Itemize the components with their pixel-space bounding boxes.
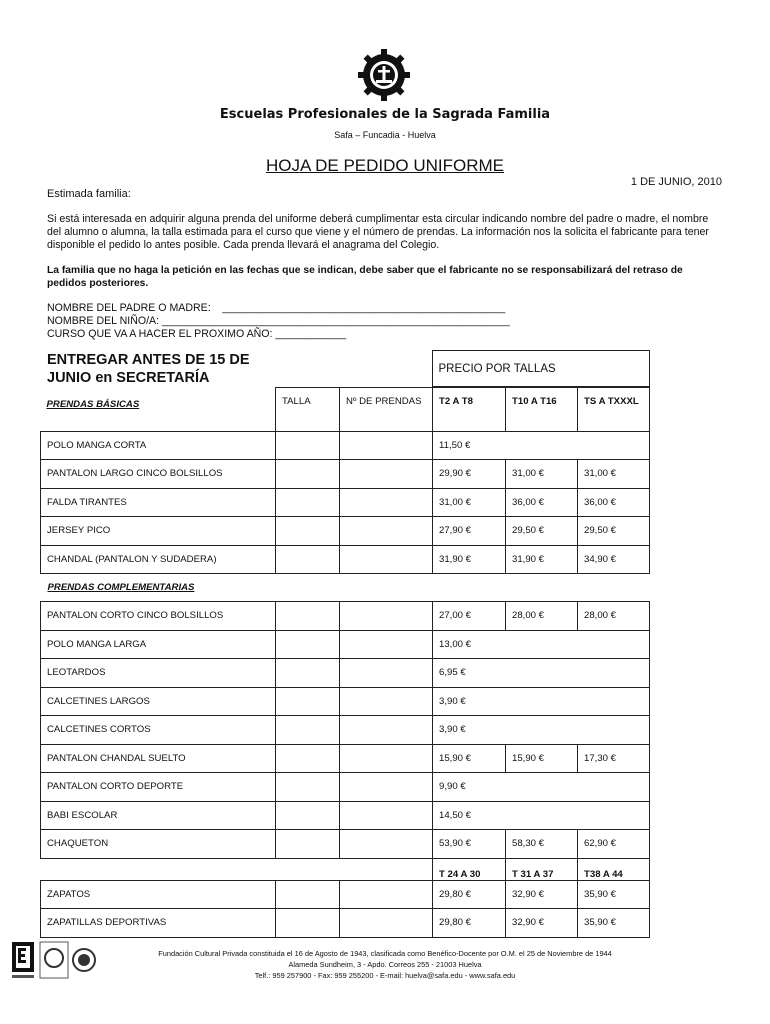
price-cell: 28,00 € <box>506 602 578 631</box>
size-input-cell[interactable] <box>276 801 340 830</box>
quantity-input-cell[interactable] <box>340 687 433 716</box>
deadline-heading: ENTREGAR ANTES DE 15 DE JUNIO en SECRETARÍA <box>47 351 250 386</box>
price-cell: 13,00 € <box>433 630 650 659</box>
quantity-input-cell[interactable] <box>340 517 433 546</box>
garment-name: POLO MANGA LARGA <box>41 630 276 659</box>
shoe-size-header-1: T 24 A 30 <box>433 858 506 880</box>
garment-name: BABI ESCOLAR <box>41 801 276 830</box>
price-cell: 29,80 € <box>433 880 506 909</box>
size-input-cell[interactable] <box>276 602 340 631</box>
school-emblem-icon <box>356 47 412 103</box>
price-cell: 3,90 € <box>433 687 650 716</box>
document-date: 1 DE JUNIO, 2010 <box>630 176 722 188</box>
price-cell: 14,50 € <box>433 801 650 830</box>
table-row <box>41 460 650 489</box>
price-cell: 15,90 € <box>506 744 578 773</box>
table-row <box>41 880 650 909</box>
size-input-cell[interactable] <box>276 909 340 938</box>
garment-name: PANTALON CORTO DEPORTE <box>41 773 276 802</box>
price-cell: 53,90 € <box>433 830 506 859</box>
quantity-input-cell[interactable] <box>340 830 433 859</box>
parent-name-field[interactable]: NOMBRE DEL PADRE O MADRE: ________________________________________________ <box>47 302 506 314</box>
price-cell: 36,00 € <box>578 488 650 517</box>
table-row <box>41 545 650 574</box>
table-row <box>41 830 650 859</box>
price-cell: 29,50 € <box>506 517 578 546</box>
shoe-size-header-3: T38 A 44 <box>578 858 650 880</box>
price-cell: 29,80 € <box>433 909 506 938</box>
price-cell: 31,90 € <box>506 545 578 574</box>
quantity-input-cell[interactable] <box>340 909 433 938</box>
size-input-cell[interactable] <box>276 716 340 745</box>
garment-name: PANTALON CORTO CINCO BOLSILLOS <box>41 602 276 631</box>
size-input-cell[interactable] <box>276 687 340 716</box>
price-cell: 27,90 € <box>433 517 506 546</box>
greeting: Estimada familia: <box>47 188 131 200</box>
price-cell: 32,90 € <box>506 880 578 909</box>
size-header-row <box>41 387 650 431</box>
size-input-cell[interactable] <box>276 744 340 773</box>
size-input-cell[interactable] <box>276 830 340 859</box>
footer-line-3: Telf.: 959 257900 - Fax: 959 255200 - E-mail: huelva@safa.edu - www.safa.edu <box>254 971 516 980</box>
price-cell: 35,90 € <box>578 880 650 909</box>
footer-line-2: Alameda Sundheim, 3 - Apdo. Correos 255 - 21003 Huelva <box>288 960 482 969</box>
quantity-input-cell[interactable] <box>340 630 433 659</box>
quantity-input-cell[interactable] <box>340 773 433 802</box>
table-row <box>41 517 650 546</box>
garment-name: LEOTARDOS <box>41 659 276 688</box>
shoe-size-header-2: T 31 A 37 <box>506 858 578 880</box>
garment-name: PANTALON LARGO CINCO BOLSILLOS <box>41 460 276 489</box>
size-input-cell[interactable] <box>276 630 340 659</box>
price-cell: 15,90 € <box>433 744 506 773</box>
shoe-size-header-row <box>41 858 650 880</box>
page-title: HOJA DE PEDIDO UNIFORME <box>265 156 505 175</box>
school-subtitle: Safa – Funcadia - Huelva <box>334 130 436 140</box>
size-input-cell[interactable] <box>276 659 340 688</box>
price-cell: 3,90 € <box>433 716 650 745</box>
price-cell: 32,90 € <box>506 909 578 938</box>
quantity-input-cell[interactable] <box>340 545 433 574</box>
quantity-input-cell[interactable] <box>340 744 433 773</box>
garment-name: CALCETINES LARGOS <box>41 687 276 716</box>
size-header-2: T10 A T16 <box>506 387 578 431</box>
quantity-input-cell[interactable] <box>340 801 433 830</box>
garment-name: JERSEY PICO <box>41 517 276 546</box>
price-cell: 35,90 € <box>578 909 650 938</box>
quantity-input-cell[interactable] <box>340 488 433 517</box>
garment-name: CALCETINES CORTOS <box>41 716 276 745</box>
price-cell: 28,00 € <box>578 602 650 631</box>
garment-name: POLO MANGA CORTA <box>41 431 276 460</box>
price-cell: 31,00 € <box>578 460 650 489</box>
quantity-input-cell[interactable] <box>340 659 433 688</box>
table-row <box>41 630 650 659</box>
table-row <box>41 602 650 631</box>
child-name-field[interactable]: NOMBRE DEL NIÑO/A: ___________________________________________________________ <box>47 315 510 327</box>
price-cell: 62,90 € <box>578 830 650 859</box>
table-row <box>41 773 650 802</box>
table-row <box>41 716 650 745</box>
price-cell: 31,00 € <box>433 488 506 517</box>
quantity-input-cell[interactable] <box>340 431 433 460</box>
complementary-label-row <box>41 574 650 602</box>
basic-garments-label: PRENDAS BÁSICAS <box>46 399 140 410</box>
size-input-cell[interactable] <box>276 545 340 574</box>
size-header-1: T2 A T8 <box>433 387 506 431</box>
price-cell: 31,00 € <box>506 460 578 489</box>
price-cell: 29,90 € <box>433 460 506 489</box>
quantity-input-cell[interactable] <box>340 880 433 909</box>
table-row <box>41 801 650 830</box>
num-garments-header: Nº DE PRENDAS <box>340 387 433 431</box>
size-input-cell[interactable] <box>276 517 340 546</box>
price-cell: 29,50 € <box>578 517 650 546</box>
price-cell: 34,90 € <box>578 545 650 574</box>
garments-table <box>40 387 650 938</box>
garment-name: ZAPATOS <box>41 880 276 909</box>
garment-name: CHANDAL (PANTALON Y SUDADERA) <box>41 545 276 574</box>
size-input-cell[interactable] <box>276 460 340 489</box>
quantity-input-cell[interactable] <box>340 602 433 631</box>
garment-name: FALDA TIRANTES <box>41 488 276 517</box>
table-row <box>41 909 650 938</box>
order-table <box>40 350 649 938</box>
table-row <box>41 488 650 517</box>
table-row <box>41 659 650 688</box>
talla-header: TALLA <box>276 387 340 431</box>
price-cell: 58,30 € <box>506 830 578 859</box>
garment-name: PANTALON CHANDAL SUELTO <box>41 744 276 773</box>
size-input-cell[interactable] <box>276 488 340 517</box>
table-row <box>41 744 650 773</box>
intro-paragraph: Si está interesada en adquirir alguna prenda del uniforme deberá cumplimentar esta circular indicando nombre del padre o madre, el nombre del alumno o alumna, la talla estimada para el curso que viene y el número de prendas. La información nos la solicita el fabricante para tener disponible el pedido lo antes posible. Cada prenda llevará el anagrama del Colegio. <box>47 213 709 251</box>
footer <box>0 948 770 981</box>
garment-name: ZAPATILLAS DEPORTIVAS <box>41 909 276 938</box>
price-by-size-header: PRECIO POR TALLAS <box>432 351 649 387</box>
size-header-3: TS A TXXXL <box>578 387 650 431</box>
table-row <box>41 687 650 716</box>
warning-paragraph: La familia que no haga la petición en las fechas que se indican, debe saber que el fabricante no se responsabilizará del retraso de pedidos posteriores. <box>47 265 683 289</box>
price-cell: 31,90 € <box>433 545 506 574</box>
price-cell: 27,00 € <box>433 602 506 631</box>
size-input-cell[interactable] <box>276 773 340 802</box>
price-cell: 11,50 € <box>433 431 650 460</box>
garment-name: CHAQUETON <box>41 830 276 859</box>
size-input-cell[interactable] <box>276 431 340 460</box>
table-row <box>41 431 650 460</box>
footer-line-1: Fundación Cultural Privada constituida el 16 de Agosto de 1943, clasificada como Benéfico-Docente por O.M. el 25 de Noviembre de 1944 <box>158 949 612 958</box>
quantity-input-cell[interactable] <box>340 460 433 489</box>
price-cell: 6,95 € <box>433 659 650 688</box>
course-field[interactable]: CURSO QUE VA A HACER EL PROXIMO AÑO: ____________ <box>47 328 347 340</box>
price-cell: 17,30 € <box>578 744 650 773</box>
complementary-garments-label: PRENDAS COMPLEMENTARIAS <box>47 582 195 593</box>
price-cell: 9,90 € <box>433 773 650 802</box>
school-name: Escuelas Profesionales de la Sagrada Familia <box>219 107 551 122</box>
quantity-input-cell[interactable] <box>340 716 433 745</box>
size-input-cell[interactable] <box>276 880 340 909</box>
price-cell: 36,00 € <box>506 488 578 517</box>
